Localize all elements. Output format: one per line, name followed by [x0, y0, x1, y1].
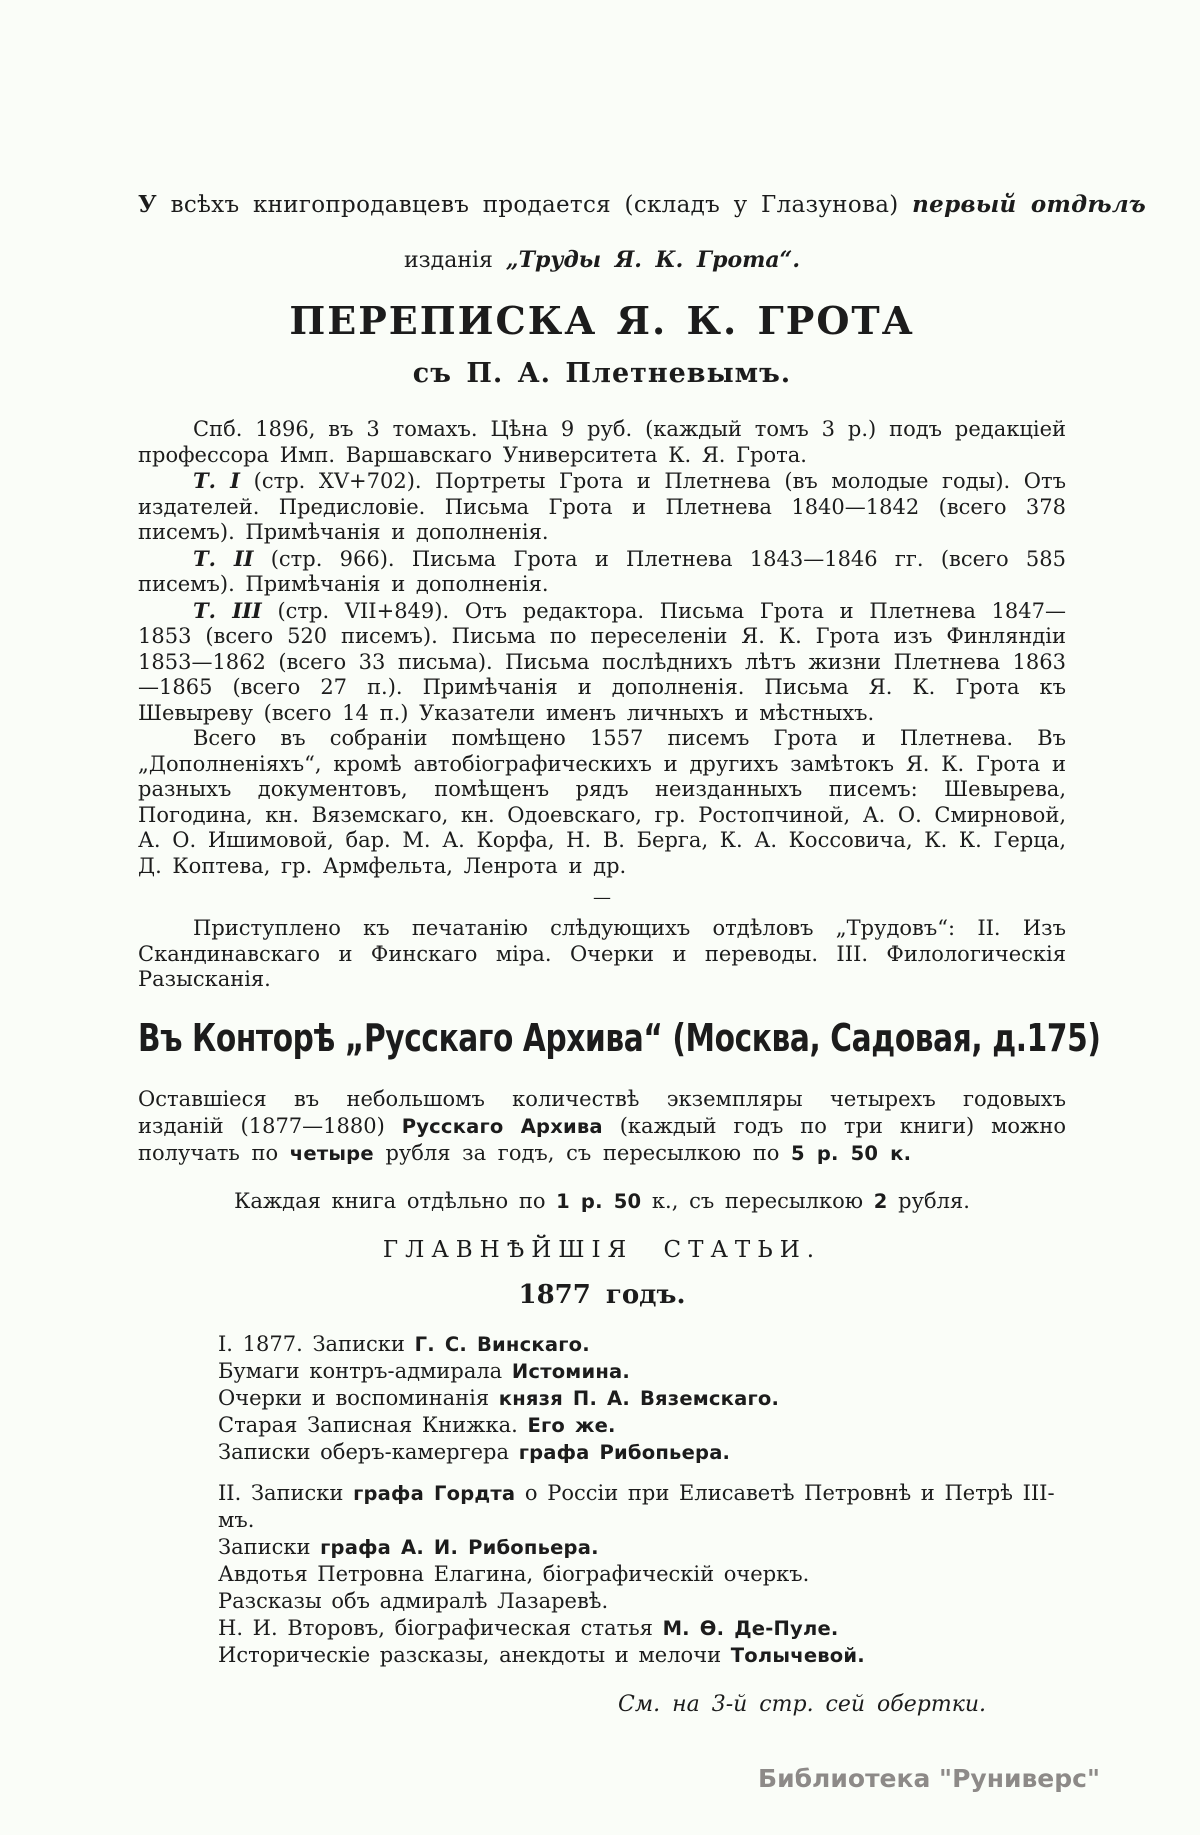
paragraph-volume-3: Т. III (стр. VII+849). Отъ редактора. Письма Грота и Плетнева 1847—1853 (всего 520 писемъ). Письма по переселеніи Я. К. Грота изъ Финляндіи 1853—1862 (всего 33 письма). Письма послѣднихъ лѣтъ жизни Плетнева 1863—1865 (всего 27 п.). Примѣчанія и дополненія. Письма Я. К. Грота къ Шевыреву (всего 14 п.) Указатели именъ личныхъ и мѣстныхъ. — [138, 597, 1066, 725]
article-item: II. Записки графа Гордта о Россіи при Елисаветѣ Петровнѣ и Петрѣ III-мъ. — [218, 1480, 1055, 1532]
article-item: Старая Записная Книжка. Его же. — [218, 1412, 616, 1437]
paragraph-edition-info: Спб. 1896, въ 3 томахъ. Цѣна 9 руб. (каждый томъ 3 р.) подъ редакціей профессора Имп. Варшавскаго Университета К. Я. Грота. — [138, 417, 1066, 467]
sale-notice-line1: У всѣхъ книгопродавцевъ продается (складъ у Глазунова) первый отдѣлъ — [138, 191, 1147, 218]
article-item: Бумаги контръ-адмирала Истомина. — [218, 1358, 631, 1383]
articles-list-1877-part2 — [138, 1480, 1066, 1669]
main-articles-heading: ГЛАВНѢЙШІЯ СТАТЬИ. — [382, 1236, 822, 1263]
book-description — [138, 417, 1066, 879]
article-item: Авдотья Петровна Елагина, біографическій очеркъ. — [218, 1561, 810, 1586]
paragraph-volume-2: Т. II (стр. 966). Письма Грота и Плетнева 1843—1846 гг. (всего 585 писемъ). Примѣчанія и дополненія. — [138, 545, 1066, 596]
article-item: Н. И. Второвъ, біографическая статья М. Ѳ. Де-Пуле. — [218, 1615, 839, 1640]
section-divider-dash: — — [593, 887, 611, 908]
see-cover-note: См. на 3-й стр. сей обертки. — [618, 1691, 986, 1717]
archive-office-heading-text: Въ Конторѣ „Русскаго Архива“ (Москва, Садовая, д.175) — [138, 1015, 1101, 1060]
paragraph-archive-offer: Оставшіеся въ небольшомъ количествѣ экземпляры четырехъ годовыхъ изданій (1877—1880) Русскаго Архива (каждый годъ по три книги) можно получать по четыре рубля за годъ, съ пересылкою по 5 р. 50 к. — [138, 1086, 1066, 1165]
runivers-library-watermark: Библиотека "Руниверс" — [758, 1764, 1100, 1793]
articles-list-1877-part1 — [138, 1331, 1066, 1466]
book-title: ПЕРЕПИСКА Я. К. ГРОТА — [289, 298, 915, 343]
article-item: Очерки и воспоминанія князя П. А. Вяземскаго. — [218, 1385, 780, 1410]
page-text-column — [138, 0, 1147, 1718]
paragraph-upcoming-sections: Приступлено къ печатанію слѣдующихъ отдѣловъ „Трудовъ“: II. Изъ Скандинавскаго и Финскаго міра. Очерки и переводы. III. Филологическія Разысканія. — [138, 916, 1066, 991]
article-item: Записки оберъ-камергера графа Рибопьера. — [218, 1439, 731, 1464]
article-item: Историческіе разсказы, анекдоты и мелочи Толычевой. — [218, 1642, 865, 1667]
year-1877-heading: 1877 годъ. — [518, 1279, 686, 1310]
book-subtitle: съ П. А. Плетневымъ. — [412, 358, 792, 389]
article-item: Разсказы объ адмиралѣ Лазаревѣ. — [218, 1588, 609, 1613]
archive-office-heading — [138, 1014, 1101, 1062]
paragraph-letters-total: Всего въ собраніи помѣщено 1557 писемъ Грота и Плетнева. Въ „Дополненіяхъ“, кромѣ автобіографическихъ и другихъ замѣтокъ Я. К. Грота и разныхъ документовъ, помѣщенъ рядъ неизданныхъ писемъ: Шевырева, Погодина, кн. Вяземскаго, кн. Одоевскаго, гр. Ростопчиной, А. О. Смирновой, А. О. Ишимовой, бар. М. А. Корфа, Н. В. Берга, К. А. Коссовича, К. К. Герца, Д. Коптева, гр. Армфельта, Ленрота и др. — [138, 726, 1066, 878]
article-item: Записки графа А. И. Рибопьера. — [218, 1534, 599, 1559]
sale-notice-line2: изданія „Труды Я. К. Грота“. — [404, 247, 800, 273]
article-item: I. 1877. Записки Г. С. Винскаго. — [218, 1331, 590, 1356]
paragraph-archive-offer-price: Каждая книга отдѣльно по 1 р. 50 к., съ пересылкою 2 рубля. — [234, 1188, 970, 1213]
paragraph-volume-1: Т. I (стр. XV+702). Портреты Грота и Плетнева (въ молодые годы). Отъ издателей. Предисловіе. Письма Грота и Плетнева 1840—1842 (всего 378 писемъ). Примѣчанія и дополненія. — [138, 468, 1066, 544]
